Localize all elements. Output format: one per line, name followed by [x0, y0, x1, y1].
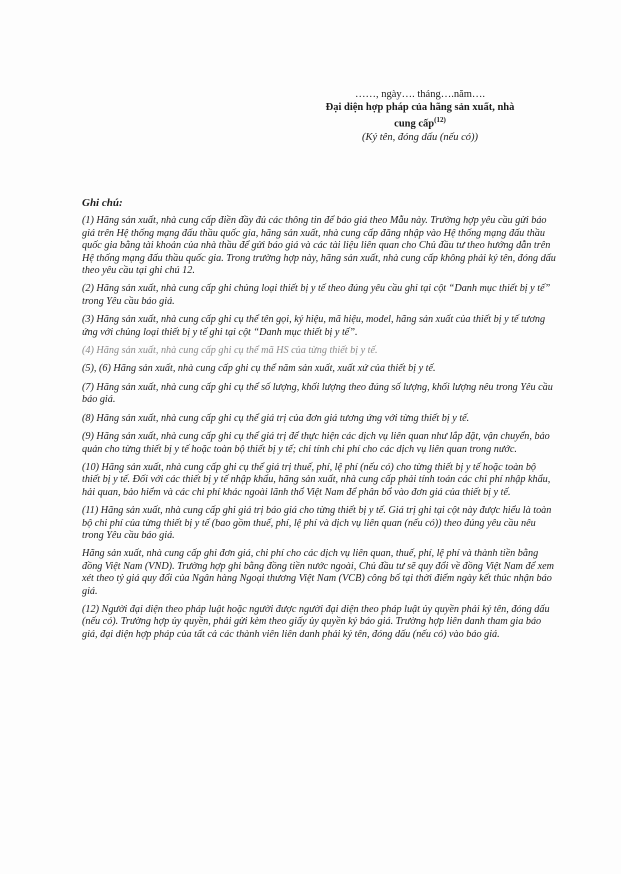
note-paragraph: (8) Hãng sản xuất, nhà cung cấp ghi cụ thể giá trị của đơn giá tương ứng với từng thiết bị y tế. — [82, 412, 470, 424]
notes-heading: Ghi chú: — [82, 197, 123, 209]
signature-note: (Ký tên, đóng dấu (nếu có)) — [361, 131, 479, 143]
note-paragraph: (5), (6) Hãng sản xuất, nhà cung cấp ghi cụ thể năm sản xuất, xuất xứ của thiết bị y tế. — [82, 363, 436, 375]
signature-block — [300, 88, 540, 144]
signatory-title-line1: Đại diện hợp pháp của hãng sản xuất, nhà — [325, 102, 515, 113]
signatory-title-line2 — [300, 114, 540, 131]
note-paragraph: (12) Người đại diện theo pháp luật hoặc người được người đại diện theo pháp luật ủy quyền phải ký tên, đóng dấu (nếu có). Trường hợp ủy quyền, phải gửi kèm theo giấy ủy quyền ký báo giá. Trường hợp liên danh tham gia báo giá, đại diện hợp pháp của tất cả các thành viên liên danh phải ký tên, đóng dấu (nếu có) vào báo giá. — [82, 603, 550, 640]
notes-section — [82, 197, 556, 647]
note-paragraph: (7) Hãng sản xuất, nhà cung cấp ghi cụ thể số lượng, khối lượng theo đúng số lượng, khối lượng nêu trong Yêu cầu báo giá. — [82, 381, 553, 406]
note-paragraph: (10) Hãng sản xuất, nhà cung cấp ghi cụ thể giá trị thuế, phí, lệ phí (nếu có) cho từng thiết bị y tế hoặc toàn bộ thiết bị y tế. Đối với các thiết bị y tế nhập khẩu, hãng sản xuất, nhà cung cấp phải tính toán các chi phí nhập khẩu, hải quan, bảo hiểm và các chi phí khác ngoài lãnh thổ Việt Nam để phân bổ vào đơn giá của thiết bị y tế. — [82, 461, 551, 498]
note-paragraph: (11) Hãng sản xuất, nhà cung cấp ghi giá trị báo giá cho từng thiết bị y tế. Giá trị ghi tại cột này được hiểu là toàn bộ chi phí của từng thiết bị y tế (bao gồm thuế, phí, lệ phí và dịch vụ liên quan (nếu có)) theo đúng yêu cầu nêu trong Yêu cầu báo giá. — [82, 505, 552, 541]
note-paragraph: (3) Hãng sản xuất, nhà cung cấp ghi cụ thể tên gọi, ký hiệu, mã hiệu, model, hãng sản xuất của thiết bị y tế tương ứng với chủng loại thiết bị y tế ghi tại cột “Danh mục thiết bị y tế”. — [82, 314, 546, 338]
note-paragraph: (9) Hãng sản xuất, nhà cung cấp ghi cụ thể giá trị để thực hiện các dịch vụ liên quan như lắp đặt, vận chuyển, bảo quản cho từng thiết bị y tế hoặc toàn bộ thiết bị y tế; chỉ tính chi phí cho các dịch vụ liên quan trong nước. — [82, 431, 550, 455]
note-paragraph: (4) Hãng sản xuất, nhà cung cấp ghi cụ thể mã HS của từng thiết bị y tế. — [82, 345, 378, 357]
signatory-title-text: cung cấp — [394, 118, 435, 130]
note-paragraph: (2) Hãng sản xuất, nhà cung cấp ghi chủng loại thiết bị y tế theo đúng yêu cầu ghi tại cột “Danh mục thiết bị y tế” trong Yêu cầu báo giá. — [82, 283, 551, 307]
note-paragraph: Hãng sản xuất, nhà cung cấp ghi đơn giá, chi phí cho các dịch vụ liên quan, thuế, phí, lệ phí và thành tiền bằng đồng Việt Nam (VND). Trường hợp ghi bằng đồng tiền nước ngoài, Chủ đầu tư sẽ quy đổi về đồng Việt Nam để xem xét theo tỷ giá quy đổi của Ngân hàng Ngoại thương Việt Nam (VCB) công bố tại thời điểm ngày kết thúc nhận báo giá. — [82, 548, 555, 597]
date-line: ……, ngày…. tháng….năm…. — [354, 89, 486, 100]
footnote-ref: (12) — [434, 116, 446, 124]
note-paragraph: (1) Hãng sản xuất, nhà cung cấp điền đầy đủ các thông tin để báo giá theo Mẫu này. Trường hợp yêu cầu gửi báo giá trên Hệ thống mạng đấu thầu quốc gia, hãng sản xuất, nhà cung cấp đăng nhập vào Hệ thống mạng đấu thầu quốc gia bằng tài khoản của nhà thầu để gửi báo giá và các tài liệu liên quan cho Chủ đầu tư theo hướng dẫn trên Hệ thống mạng đấu thầu quốc gia. Trong trường hợp này, hãng sản xuất, nhà cung cấp không phải ký tên, đóng dấu theo yêu cầu tại ghi chú 12. — [82, 215, 556, 277]
